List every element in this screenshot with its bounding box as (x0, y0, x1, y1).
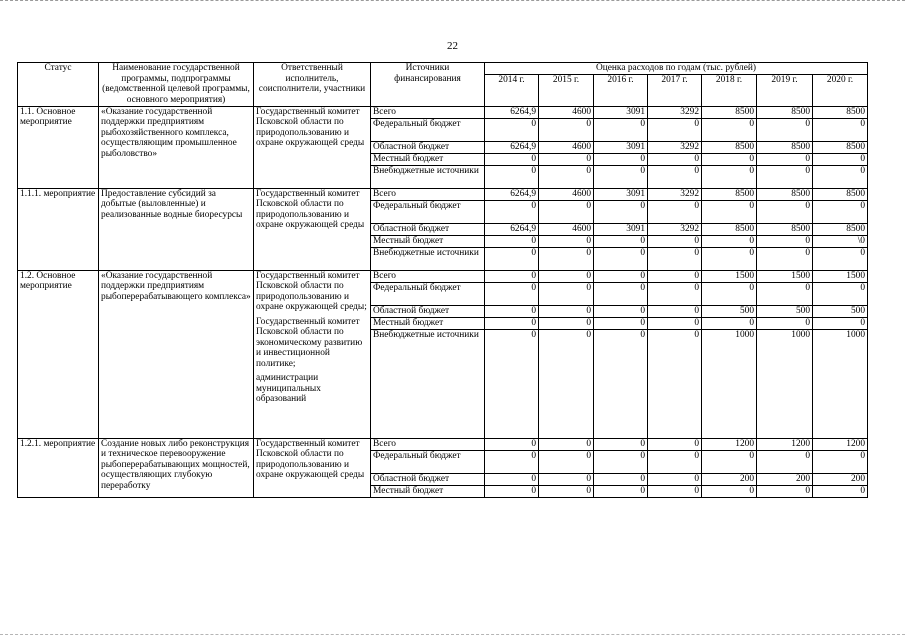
value-cell: 0 (648, 270, 702, 282)
value-cell: 0 (757, 118, 813, 141)
value-cell: 0 (539, 438, 594, 450)
source-cell: Всего (371, 438, 485, 450)
value-cell: 0 (702, 200, 757, 223)
value-cell: 8500 (757, 106, 813, 118)
status-cell: 1.1. Основное мероприятие (18, 106, 99, 188)
header-status: Статус (18, 63, 99, 107)
value-cell: 0 (485, 473, 539, 485)
source-cell: Местный бюджет (371, 235, 485, 247)
value-cell: 0 (485, 438, 539, 450)
table-header (18, 63, 868, 107)
value-cell: 8500 (757, 141, 813, 153)
value-cell: 0 (539, 282, 594, 305)
header-year: 2020 г. (813, 74, 868, 106)
value-cell: 6264,9 (485, 223, 539, 235)
source-cell: Федеральный бюджет (371, 282, 485, 305)
value-cell: 0 (594, 473, 648, 485)
value-cell: 8500 (813, 223, 868, 235)
value-cell: 0 (539, 235, 594, 247)
value-cell: 0 (539, 317, 594, 329)
value-cell: 0 (539, 305, 594, 317)
value-cell: 0 (485, 329, 539, 438)
value-cell: 0 (648, 200, 702, 223)
responsible-entry: Государственный комитет Псковской области по природопользованию и охране окружающей среды (256, 188, 365, 230)
header-responsible: Ответственный исполнитель, соисполнители, участники (254, 63, 371, 107)
value-cell: 1500 (757, 270, 813, 282)
source-cell: Федеральный бюджет (371, 118, 485, 141)
value-cell: 0 (594, 438, 648, 450)
value-cell: 0 (594, 153, 648, 165)
source-cell: Местный бюджет (371, 485, 485, 497)
value-cell: 0 (648, 450, 702, 473)
source-cell: Всего (371, 270, 485, 282)
value-cell: 1200 (813, 438, 868, 450)
source-cell: Внебюджетные источники (371, 329, 485, 438)
value-cell: 0 (485, 282, 539, 305)
budget-table (17, 62, 868, 498)
value-cell: 0 (594, 485, 648, 497)
value-cell: 0 (813, 118, 868, 141)
value-cell: 8500 (757, 188, 813, 200)
value-cell: 0 (594, 305, 648, 317)
value-cell: 8500 (702, 141, 757, 153)
value-cell: 0 (648, 235, 702, 247)
value-cell: 0 (813, 282, 868, 305)
source-cell: Областной бюджет (371, 473, 485, 485)
value-cell: \0 (813, 235, 868, 247)
value-cell: 200 (702, 473, 757, 485)
value-cell: 0 (702, 317, 757, 329)
responsible-entry: Государственный комитет Псковской области по природопользованию и охране окружающей среды (256, 438, 365, 480)
value-cell: 0 (813, 200, 868, 223)
responsible-entry: Государственный комитет Псковской области по экономическому развитию и инвестиционной политике; (256, 316, 363, 369)
value-cell: 500 (813, 305, 868, 317)
value-cell: 0 (702, 247, 757, 270)
table-row (18, 438, 868, 450)
value-cell: 0 (539, 165, 594, 188)
header-program-name: Наименование государственной программы, подпрограммы (ведомственной целевой программы, основного мероприятия) (99, 63, 254, 107)
value-cell: 0 (702, 235, 757, 247)
value-cell: 1500 (702, 270, 757, 282)
value-cell: 0 (485, 235, 539, 247)
value-cell: 0 (813, 450, 868, 473)
scan-edge-top (0, 0, 905, 3)
value-cell: 0 (813, 485, 868, 497)
value-cell: 0 (485, 317, 539, 329)
value-cell: 1500 (813, 270, 868, 282)
source-cell: Федеральный бюджет (371, 450, 485, 473)
value-cell: 0 (813, 165, 868, 188)
value-cell: 8500 (757, 223, 813, 235)
value-cell: 0 (485, 450, 539, 473)
value-cell: 500 (702, 305, 757, 317)
value-cell: 0 (757, 317, 813, 329)
value-cell: 0 (757, 450, 813, 473)
value-cell: 0 (539, 118, 594, 141)
value-cell: 200 (813, 473, 868, 485)
value-cell: 500 (757, 305, 813, 317)
value-cell: 0 (539, 153, 594, 165)
source-cell: Внебюджетные источники (371, 247, 485, 270)
value-cell: 0 (757, 247, 813, 270)
value-cell: 0 (539, 270, 594, 282)
responsible-cell (254, 188, 371, 270)
value-cell: 3292 (648, 188, 702, 200)
value-cell: 0 (594, 282, 648, 305)
value-cell: 0 (648, 438, 702, 450)
value-cell: 0 (485, 305, 539, 317)
value-cell: 0 (648, 247, 702, 270)
value-cell: 0 (702, 450, 757, 473)
table-row (18, 188, 868, 200)
value-cell: 0 (702, 282, 757, 305)
value-cell: 4600 (539, 141, 594, 153)
header-year: 2015 г. (539, 74, 594, 106)
header-year: 2019 г. (757, 74, 813, 106)
value-cell: 8500 (813, 141, 868, 153)
value-cell: 0 (648, 485, 702, 497)
value-cell: 0 (539, 450, 594, 473)
value-cell: 0 (648, 165, 702, 188)
header-sources: Источники финансирования (371, 63, 485, 107)
source-cell: Всего (371, 188, 485, 200)
responsible-entry: администрации муниципальных образований (256, 373, 321, 404)
status-cell: 1.2.1. мероприятие (18, 438, 99, 497)
value-cell: 0 (648, 153, 702, 165)
value-cell: 0 (539, 329, 594, 438)
value-cell: 0 (648, 305, 702, 317)
responsible-cell (254, 106, 371, 188)
value-cell: 0 (757, 235, 813, 247)
value-cell: 0 (485, 270, 539, 282)
table-row (18, 270, 868, 282)
value-cell: 8500 (702, 188, 757, 200)
value-cell: 6264,9 (485, 106, 539, 118)
program-name-cell: «Оказание государственной поддержки предприятиям рыбохозяйственного комплекса, осуществляющим промышленное рыболовство» (99, 106, 254, 188)
value-cell: 0 (485, 165, 539, 188)
value-cell: 1200 (757, 438, 813, 450)
value-cell: 1000 (813, 329, 868, 438)
status-cell: 1.1.1. мероприятие (18, 188, 99, 270)
table-body (18, 106, 868, 497)
value-cell: 0 (648, 118, 702, 141)
source-cell: Федеральный бюджет (371, 200, 485, 223)
value-cell: 0 (702, 485, 757, 497)
header-estimate: Оценка расходов по годам (тыс. рублей) (485, 63, 868, 75)
value-cell: 8500 (702, 106, 757, 118)
header-year: 2014 г. (485, 74, 539, 106)
value-cell: 0 (813, 247, 868, 270)
program-name-cell: «Оказание государственной поддержки предприятиям рыбоперерабатывающего комплекса» (99, 270, 254, 438)
source-cell: Местный бюджет (371, 317, 485, 329)
scan-edge-bottom (0, 634, 905, 637)
value-cell: 8500 (813, 106, 868, 118)
value-cell: 0 (757, 282, 813, 305)
value-cell: 0 (757, 485, 813, 497)
value-cell: 0 (594, 235, 648, 247)
value-cell: 3091 (594, 188, 648, 200)
header-year: 2017 г. (648, 74, 702, 106)
source-cell: Внебюджетные источники (371, 165, 485, 188)
value-cell: 0 (594, 165, 648, 188)
page-number: 22 (447, 40, 458, 52)
value-cell: 0 (757, 200, 813, 223)
source-cell: Местный бюджет (371, 153, 485, 165)
value-cell: 1200 (702, 438, 757, 450)
value-cell: 0 (485, 118, 539, 141)
responsible-cell (254, 438, 371, 497)
source-cell: Областной бюджет (371, 141, 485, 153)
value-cell: 0 (594, 270, 648, 282)
value-cell: 0 (594, 317, 648, 329)
value-cell: 0 (813, 317, 868, 329)
value-cell: 3292 (648, 223, 702, 235)
value-cell: 0 (648, 329, 702, 438)
value-cell: 8500 (813, 188, 868, 200)
value-cell: 0 (539, 473, 594, 485)
value-cell: 0 (485, 247, 539, 270)
value-cell: 0 (594, 200, 648, 223)
value-cell: 0 (702, 165, 757, 188)
value-cell: 3091 (594, 141, 648, 153)
value-cell: 3292 (648, 106, 702, 118)
value-cell: 4600 (539, 106, 594, 118)
value-cell: 4600 (539, 223, 594, 235)
responsible-entry: Государственный комитет Псковской области по природопользованию и охране окружающей среды; (256, 270, 367, 312)
value-cell: 0 (539, 247, 594, 270)
value-cell: 6264,9 (485, 188, 539, 200)
value-cell: 0 (757, 165, 813, 188)
value-cell: 1000 (702, 329, 757, 438)
value-cell: 0 (539, 200, 594, 223)
value-cell: 0 (648, 317, 702, 329)
source-cell: Областной бюджет (371, 305, 485, 317)
table-row (18, 106, 868, 118)
value-cell: 0 (757, 153, 813, 165)
value-cell: 0 (702, 153, 757, 165)
value-cell: 0 (485, 485, 539, 497)
program-name-cell: Предоставление субсидий за добытые (выловленные) и реализованные водные биоресурсы (99, 188, 254, 270)
value-cell: 3091 (594, 223, 648, 235)
value-cell: 0 (648, 282, 702, 305)
value-cell: 0 (594, 329, 648, 438)
responsible-cell (254, 270, 371, 438)
responsible-entry: Государственный комитет Псковской области по природопользованию и охране окружающей среды (256, 106, 365, 148)
value-cell: 3292 (648, 141, 702, 153)
value-cell: 8500 (702, 223, 757, 235)
value-cell: 0 (594, 247, 648, 270)
value-cell: 6264,9 (485, 141, 539, 153)
value-cell: 3091 (594, 106, 648, 118)
value-cell: 0 (539, 485, 594, 497)
header-year: 2018 г. (702, 74, 757, 106)
source-cell: Всего (371, 106, 485, 118)
value-cell: 0 (594, 118, 648, 141)
value-cell: 0 (485, 153, 539, 165)
header-year: 2016 г. (594, 74, 648, 106)
program-name-cell: Создание новых либо реконструкция и техническое перевооружение рыбоперерабатывающих мощностей, осуществляющих глубокую переработку (99, 438, 254, 497)
value-cell: 0 (594, 450, 648, 473)
source-cell: Областной бюджет (371, 223, 485, 235)
value-cell: 0 (702, 118, 757, 141)
value-cell: 0 (813, 153, 868, 165)
value-cell: 200 (757, 473, 813, 485)
value-cell: 1000 (757, 329, 813, 438)
value-cell: 0 (485, 200, 539, 223)
value-cell: 0 (648, 473, 702, 485)
status-cell: 1.2. Основное мероприятие (18, 270, 99, 438)
value-cell: 4600 (539, 188, 594, 200)
